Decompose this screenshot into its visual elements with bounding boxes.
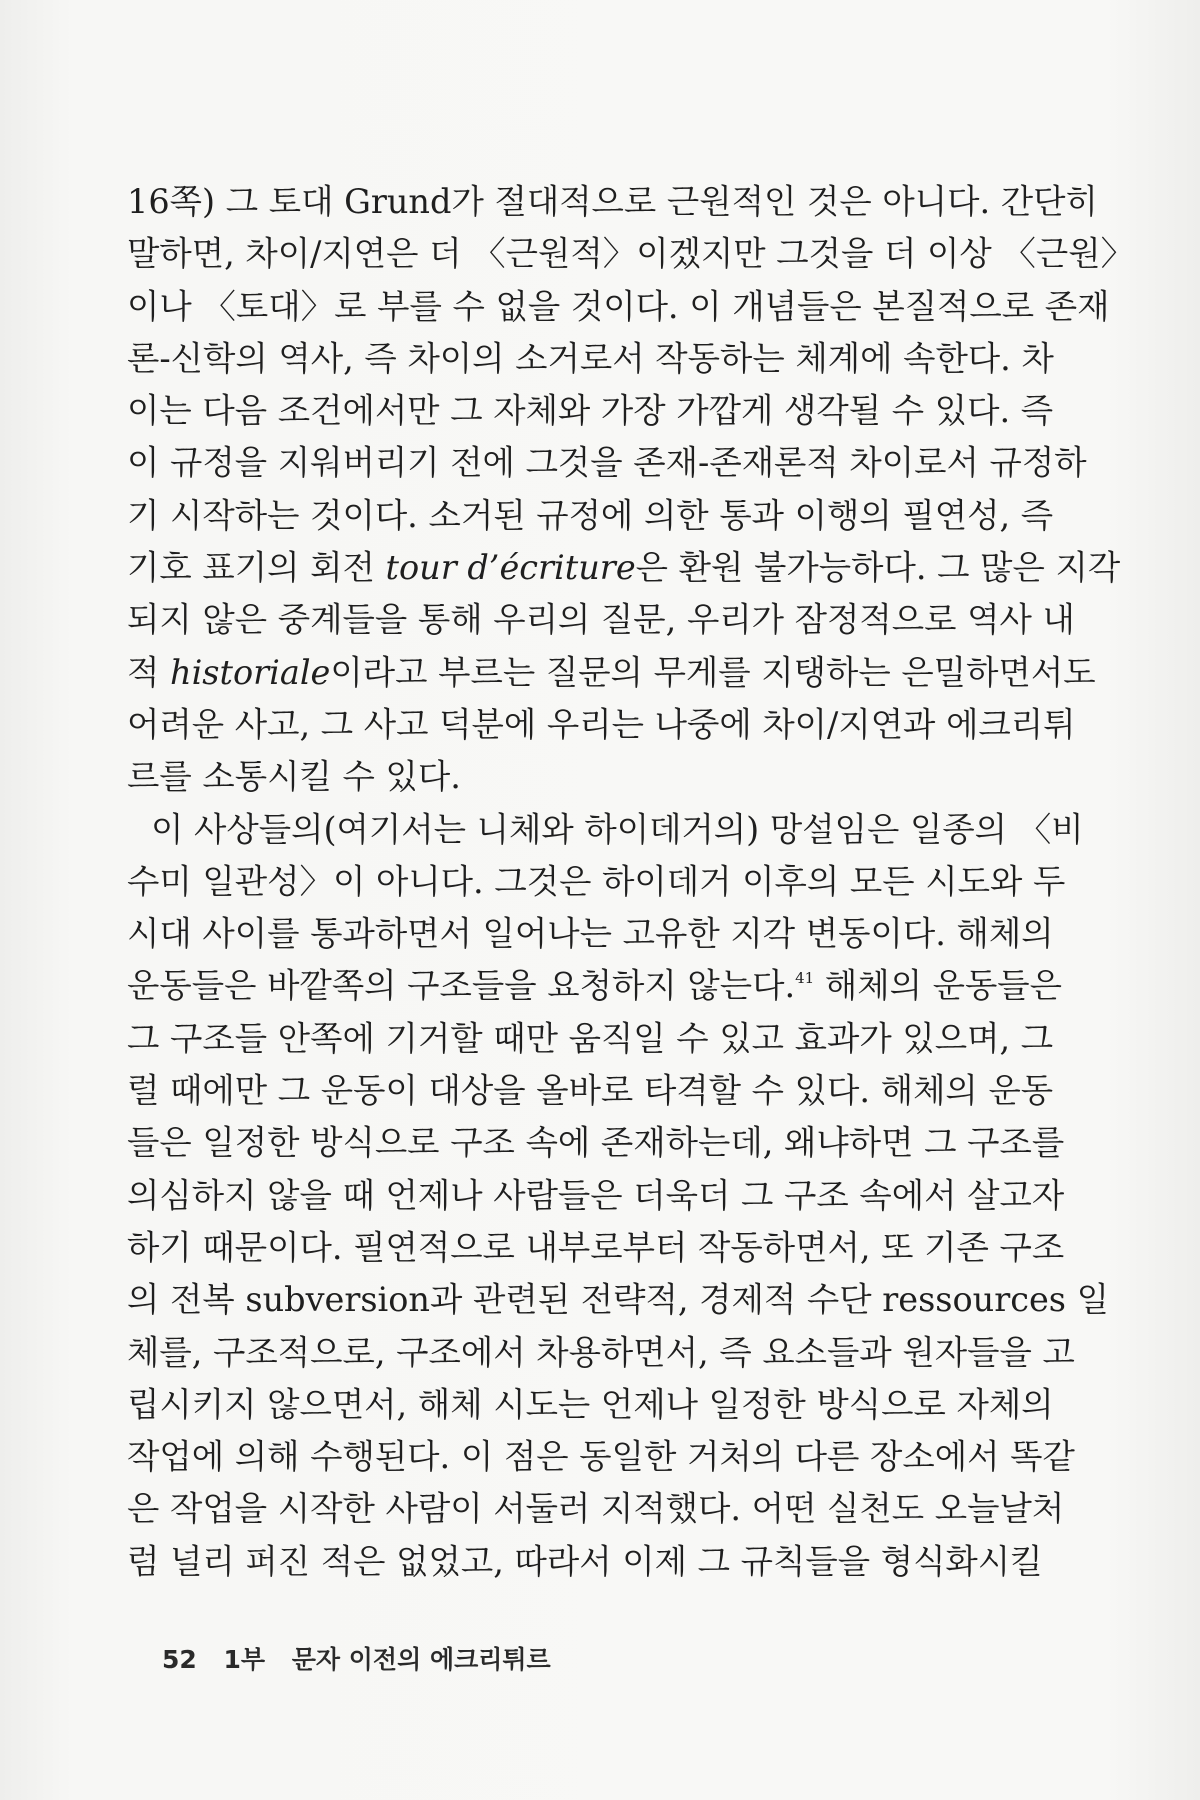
text-line: 은 작업을 시작한 사람이 서둘러 지적했다. 어떤 실천도 오늘날처: [127, 1489, 1065, 1529]
text-line: 체를, 구조적으로, 구조에서 차용하면서, 즉 요소들과 원자들을 고: [127, 1332, 1075, 1372]
chapter-title: 문자 이전의 에크리튀르: [291, 1645, 551, 1674]
page-number: 52: [162, 1645, 197, 1674]
text-line: 말하면, 차이/지연은 더 〈근원적〉이겠지만 그것을 더 이상 〈근원〉: [127, 234, 1135, 274]
text-line: [127, 960, 1063, 1012]
paragraph-1: [127, 176, 1135, 804]
text-run: 운동들은 바깥쪽의 구조들을 요청하지 않는다.: [127, 966, 796, 1006]
text-line: 럼 널리 퍼진 적은 없었고, 따라서 이제 그 규칙들을 형식화시킬: [127, 1541, 1043, 1581]
text-line: 하기 때문이다. 필연적으로 내부로부터 작동하면서, 또 기존 구조: [127, 1227, 1065, 1267]
page-footer: [162, 1640, 551, 1676]
text-line: [127, 647, 1096, 699]
text-run: 기호 표기의 회전: [127, 548, 386, 588]
text-line: 이 사상들의(여기서는 니체와 하이데거의) 망설임은 일종의 〈비: [151, 809, 1084, 849]
part-label: 1부: [223, 1645, 266, 1674]
text-line: 이 규정을 지워버리기 전에 그것을 존재-존재론적 차이로서 규정하: [127, 443, 1087, 483]
text-line: 의심하지 않을 때 언제나 사람들은 더욱더 그 구조 속에서 살고자: [127, 1175, 1065, 1215]
text-line: 이나 〈토대〉로 부를 수 없을 것이다. 이 개념들은 본질적으로 존재: [127, 286, 1110, 326]
body-text: [127, 176, 1135, 1588]
footnote-ref: 41: [795, 969, 815, 988]
text-line: 르를 소통시킬 수 있다.: [127, 757, 461, 797]
text-run: 이라고 부르는 질문의 무게를 지탱하는 은밀하면서도: [330, 652, 1096, 692]
text-line: 럴 때에만 그 운동이 대상을 올바로 타격할 수 있다. 해체의 운동: [127, 1071, 1054, 1111]
paragraph-2: [127, 804, 1109, 1588]
text-line: [127, 542, 1121, 594]
italic-term: historiale: [170, 652, 331, 692]
text-line: 수미 일관성〉이 아니다. 그것은 하이데거 이후의 모든 시도와 두: [127, 861, 1066, 901]
text-line: 의 전복 subversion과 관련된 전략적, 경제적 수단 ressources 일: [127, 1280, 1109, 1320]
text-line: 작업에 의해 수행된다. 이 점은 동일한 거처의 다른 장소에서 똑같: [127, 1437, 1075, 1477]
text-line: 기 시작하는 것이다. 소거된 규정에 의한 통과 이행의 필연성, 즉: [127, 495, 1054, 535]
text-run: 은 환원 불가능하다. 그 많은 지각: [635, 548, 1121, 588]
text-line: 립시키지 않으면서, 해체 시도는 언제나 일정한 방식으로 자체의: [127, 1384, 1054, 1424]
text-line: 그 구조들 안쪽에 기거할 때만 움직일 수 있고 효과가 있으며, 그: [127, 1018, 1054, 1058]
text-run: 해체의 운동들은: [814, 966, 1063, 1006]
text-line: 들은 일정한 방식으로 구조 속에 존재하는데, 왜냐하면 그 구조를: [127, 1123, 1065, 1163]
text-line: 되지 않은 중계들을 통해 우리의 질문, 우리가 잠정적으로 역사 내: [127, 600, 1075, 640]
text-line: 이는 다음 조건에서만 그 자체와 가장 가깝게 생각될 수 있다. 즉: [127, 391, 1054, 431]
text-run: 적: [127, 652, 171, 692]
italic-term: tour d’écriture: [385, 548, 636, 588]
text-line: 시대 사이를 통과하면서 일어나는 고유한 지각 변동이다. 해체의: [127, 914, 1054, 954]
text-line: 16쪽) 그 토대 Grund가 절대적으로 근원적인 것은 아니다. 간단히: [127, 182, 1098, 221]
text-line: 론-신학의 역사, 즉 차이의 소거로서 작동하는 체계에 속한다. 차: [127, 338, 1054, 378]
text-line: 어려운 사고, 그 사고 덕분에 우리는 나중에 차이/지연과 에크리튀: [127, 704, 1076, 744]
